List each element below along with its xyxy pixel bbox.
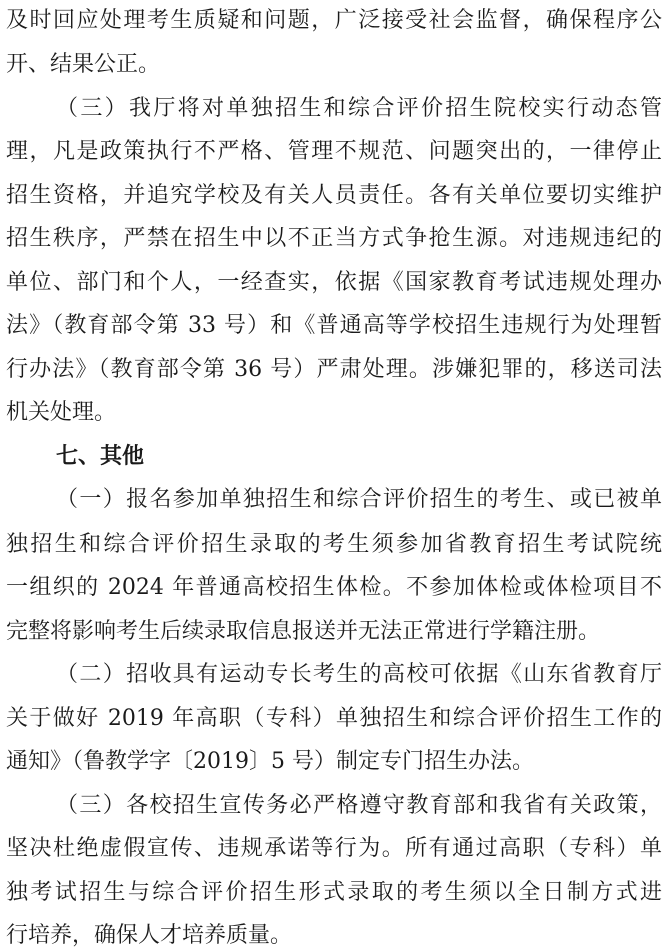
text-line: 完整将影响考生后续录取信息报送并无法正常进行学籍注册。 [6, 618, 601, 644]
section-heading: 七、其他 [56, 444, 145, 470]
text-line: 行培养，确保人才培养质量。 [6, 923, 293, 948]
text-line: 法》（教育部令第 33 号）和《普通高等学校招生违规行为处理暂 [6, 313, 662, 339]
paragraph-start-line: （三）我厅将对单独招生和综合评价招生院校实行动态管 [56, 95, 662, 121]
paragraph-start-line: （三）各校招生宣传务必严格遵守教育部和我省有关政策， [56, 792, 662, 818]
paragraph-start-line: （二）招收具有运动专长考生的高校可依据《山东省教育厅 [56, 661, 662, 687]
text-line: 单位、部门和个人，一经查实，依据《国家教育考试违规处理办 [6, 270, 662, 296]
text-line: 招生秩序，严禁在招生中以不正当方式争抢生源。对违规违纪的 [6, 226, 662, 252]
text-line: 及时回应处理考生质疑和问题，广泛接受社会监督，确保程序公 [6, 7, 662, 33]
text-line: 坚决杜绝虚假宣传、违规承诺等行为。所有通过高职（专科）单 [6, 835, 662, 861]
text-line: 招生资格，并追究学校及有关人员责任。各有关单位要切实维护 [6, 183, 662, 209]
paragraph-start-line: （一）报名参加单独招生和综合评价招生的考生、或已被单 [56, 487, 662, 513]
text-line: 理，凡是政策执行不严格、管理不规范、问题突出的，一律停止 [6, 139, 662, 165]
text-line: 机关处理。 [6, 400, 117, 426]
text-line: 通知》（鲁教学字〔2019〕5 号）制定专门招生办法。 [6, 748, 534, 774]
text-line: 一组织的 2024 年普通高校招生体检。不参加体检或体检项目不 [6, 574, 662, 600]
text-line: 独考试招生与综合评价招生形式录取的考生须以全日制方式进 [6, 879, 662, 905]
text-line: 关于做好 2019 年高职（专科）单独招生和综合评价招生工作的 [6, 705, 662, 731]
text-line: 独招生和综合评价招生录取的考生须参加省教育招生考试院统 [6, 531, 662, 557]
text-line: 开、结果公正。 [6, 51, 161, 77]
text-line: 行办法》（教育部令第 36 号）严肃处理。涉嫌犯罪的，移送司法 [6, 357, 662, 383]
